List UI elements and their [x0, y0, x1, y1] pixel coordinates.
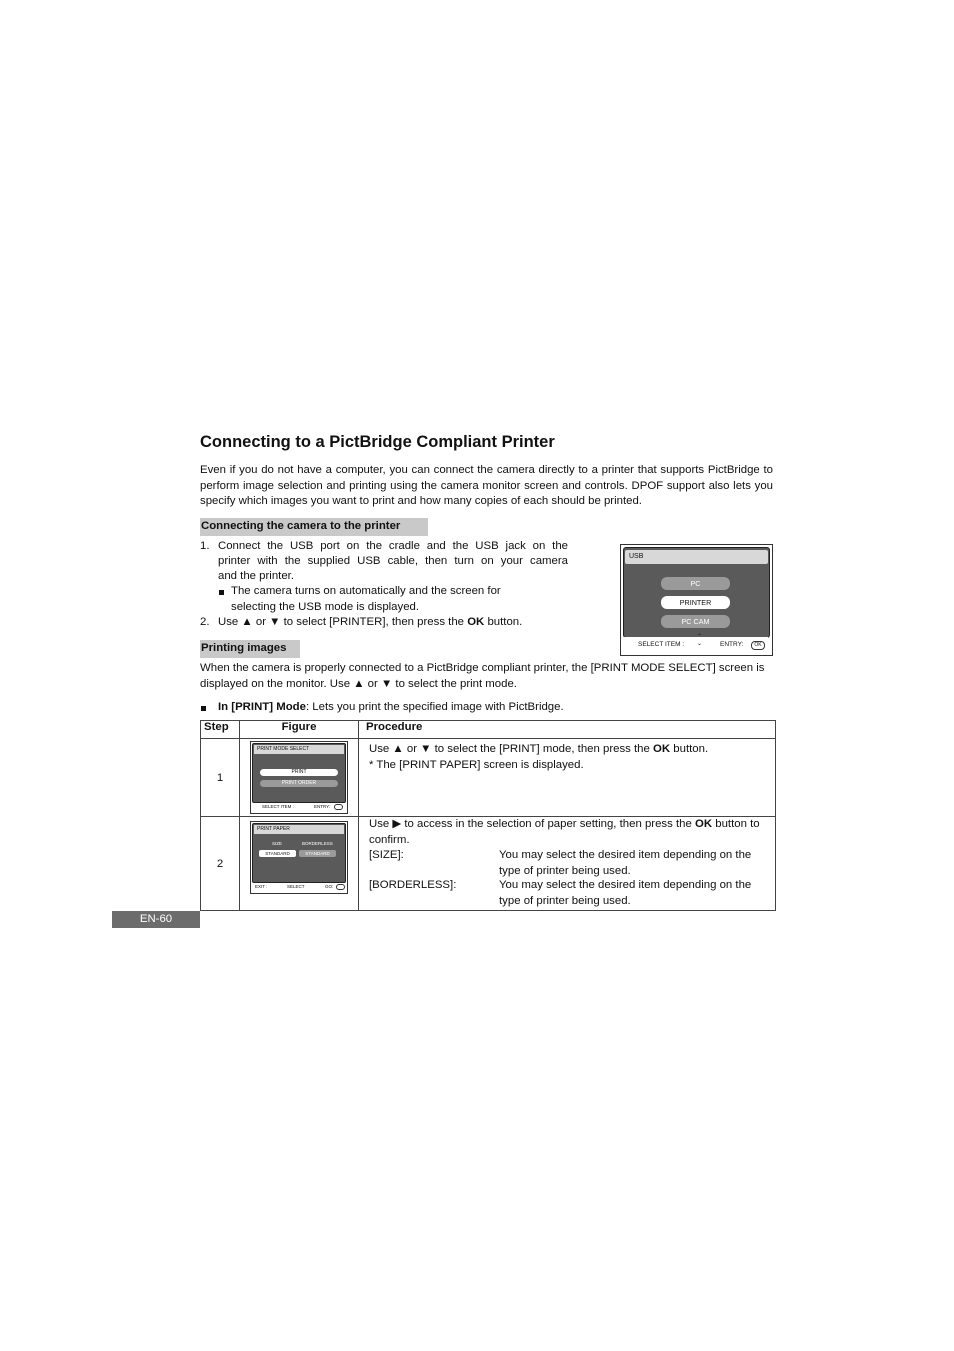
row-1-ok: OK: [653, 743, 671, 755]
paper-borderless-value: STANDARD: [299, 850, 336, 857]
section-heading-connecting: Connecting the camera to the printer: [200, 518, 428, 536]
paper-borderless-label: BORDERLESS: [302, 841, 333, 846]
print-mode-display: [252, 743, 346, 803]
bullet-icon: [201, 706, 206, 711]
step-1-line-2: printer with the supplied USB cable, then turn on your camera: [218, 555, 568, 567]
usb-screen-header: USB: [625, 550, 768, 564]
page-number: EN-60: [112, 911, 200, 928]
step-1-line-1: Connect the USB port on the cradle and the USB jack on the: [218, 540, 568, 552]
intro-paragraph: Even if you do not have a computer, you can connect the camera directly to a printer that supports PictBridge to perform image selection and printing using the camera monitor screen and controls. DPOF support also lets you specify which images you want to print and how many copies of each should be printed.: [200, 464, 773, 507]
paper-footer-go: GO:: [325, 884, 334, 889]
printing-paragraph: When the camera is properly connected to a PictBridge compliant printer, the [PRINT MODE SELECT] screen is displayed on the monitor. Use ▲ or ▼ to select the print mode.: [200, 662, 765, 690]
row-1-note: * The [PRINT PAPER] screen is displayed.: [369, 758, 584, 771]
row-2-instruction: [369, 817, 767, 848]
usb-option-pc: PC: [661, 577, 730, 590]
procedure-table: [200, 720, 776, 911]
usb-option-printer: PRINTER: [661, 596, 730, 609]
print-paper-header: PRINT PAPER: [254, 825, 344, 834]
usb-screen-footer: [623, 634, 768, 652]
row-1-text-b: button.: [670, 743, 709, 755]
size-text: You may select the desired item depending on the type of printer being used.: [499, 849, 752, 877]
print-option-order: PRINT ORDER: [260, 780, 338, 787]
usb-option-pc-cam: PC CAM: [661, 615, 730, 628]
note-line-2: selecting the USB mode is displayed.: [231, 601, 420, 613]
header-step: Step: [201, 721, 240, 739]
usb-screen-figure: [620, 544, 773, 656]
table-row: [201, 739, 776, 817]
page-title: Connecting to a PictBridge Compliant Printer: [200, 433, 555, 451]
row-2-procedure: [359, 817, 776, 911]
header-procedure: Procedure: [359, 721, 776, 739]
row-1-step: 1: [201, 739, 240, 817]
borderless-text: You may select the desired item depending on the type of printer being used.: [499, 879, 752, 907]
table-header-row: [201, 721, 776, 739]
print-mode-text: : Lets you print the specified image with PictBridge.: [305, 701, 564, 713]
updown-icon: ⌃ ⌄: [697, 634, 703, 647]
paper-footer-exit: EXIT :: [255, 884, 268, 889]
print-mode-bold: In [PRINT] Mode: [218, 701, 306, 713]
note-line-1: The camera turns on automatically and the screen for: [231, 585, 501, 597]
row-2-text-a: Use ▶ to access in the selection of paper setting, then press the: [369, 818, 695, 830]
row-2-text-b: button to confirm.: [369, 818, 760, 846]
step-2-text-b: button.: [484, 616, 523, 628]
row-1-instruction: [369, 742, 775, 758]
print-mode-line: [218, 700, 564, 716]
size-label: [SIZE]:: [369, 849, 404, 861]
usb-footer-select: SELECT ITEM :: [638, 641, 685, 648]
print-mode-header: PRINT MODE SELECT: [254, 745, 344, 754]
row-1-figure: [240, 739, 359, 817]
step-1-number: 1.: [200, 540, 210, 552]
print-paper-display: [252, 823, 346, 883]
step-2-ok: OK: [467, 616, 485, 628]
ok-icon: OK: [751, 641, 765, 650]
ok-icon: [336, 884, 345, 890]
print-paper-footer: [252, 882, 344, 891]
print-footer-select: SELECT ITEM :: [262, 804, 294, 809]
step-2-text-a: Use ▲ or ▼ to select [PRINTER], then press the: [218, 616, 468, 628]
step-2-number: 2.: [200, 616, 210, 628]
size-definition: [369, 848, 775, 878]
row-2-ok: OK: [694, 818, 713, 830]
usb-footer-entry: ENTRY:: [720, 641, 744, 648]
print-option-print: PRINT: [260, 769, 338, 776]
section-heading-printing: Printing images: [200, 640, 300, 658]
row-1-procedure: [359, 739, 776, 817]
row-2-step: 2: [201, 817, 240, 911]
table-row: [201, 817, 776, 911]
step-1-line-3: and the printer.: [218, 570, 294, 582]
usb-screen-display: [623, 547, 770, 638]
step-2-text: [218, 615, 522, 631]
paper-size-value: STANDARD: [259, 850, 296, 857]
ok-icon: [334, 804, 343, 810]
row-2-figure: [240, 817, 359, 911]
borderless-definition: [369, 878, 775, 910]
paper-footer-select: SELECT: [287, 884, 305, 889]
header-figure: Figure: [240, 721, 359, 739]
print-footer-entry: ENTRY:: [314, 804, 331, 809]
bullet-icon: [219, 590, 224, 595]
row-1-text-a: Use ▲ or ▼ to select the [PRINT] mode, then press the: [369, 743, 654, 755]
print-mode-screen: [250, 741, 348, 814]
print-mode-footer: [252, 802, 344, 811]
paper-size-label: SIZE: [272, 841, 283, 846]
print-paper-screen: [250, 821, 348, 894]
borderless-label: [BORDERLESS]:: [369, 879, 457, 891]
